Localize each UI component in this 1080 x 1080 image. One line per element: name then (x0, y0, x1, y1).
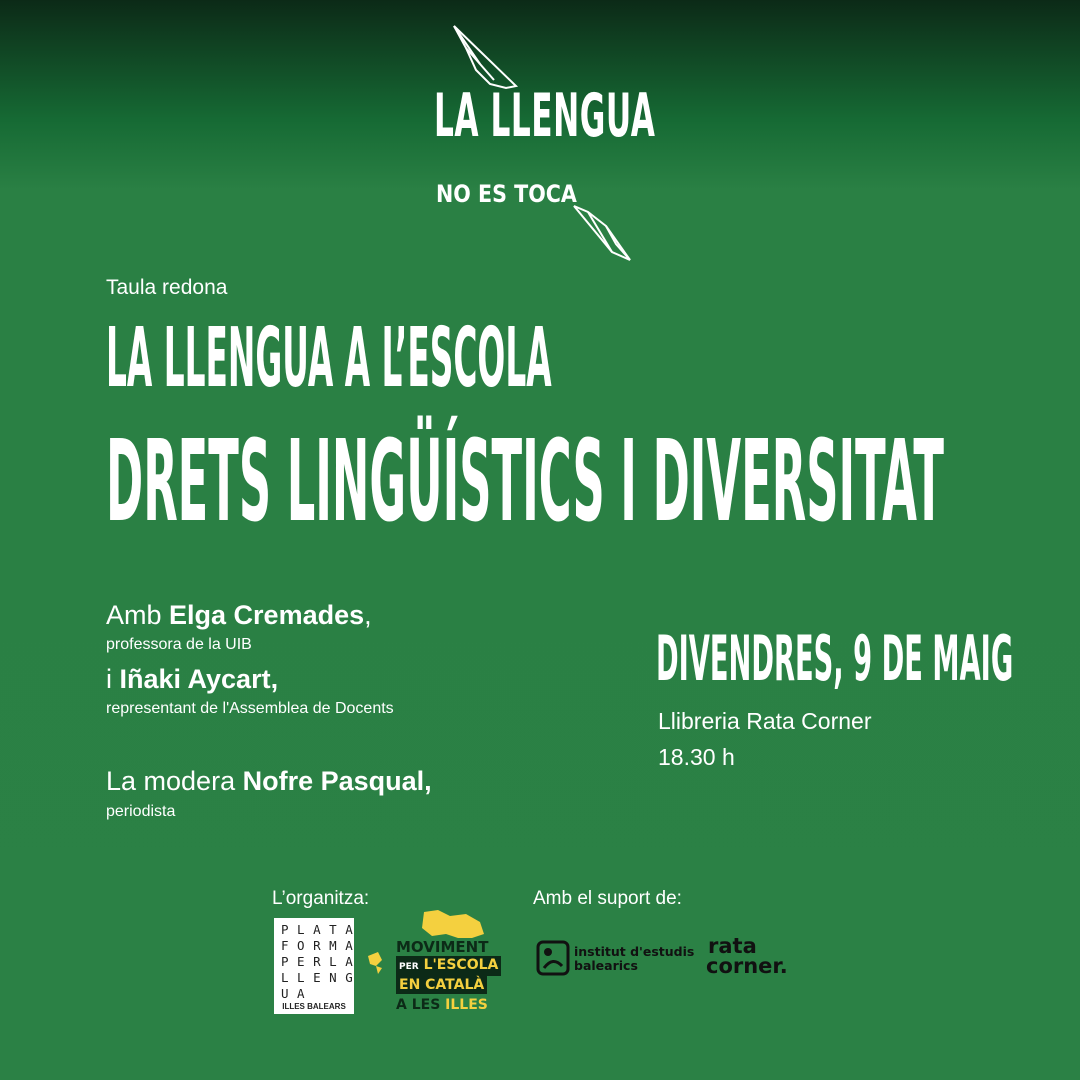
moviment-illes: ILLES (445, 997, 488, 1013)
organizer-label: L’organitza: (272, 888, 370, 909)
speaker-1 (106, 600, 372, 630)
rata-line-2: corner. (706, 954, 788, 978)
moderator-name: Nofre Pasqual, (242, 766, 432, 796)
speaker-2-prefix: i (106, 664, 120, 694)
moviment-line-3: EN CATALÀ (396, 976, 487, 994)
support-label: Amb el suport de: (533, 888, 682, 909)
event-venue: Llibreria Rata Corner (658, 708, 872, 734)
logo-title: LA LLENGUA (434, 81, 656, 151)
speaker-1-prefix: Amb (106, 600, 170, 630)
ieb-text (574, 945, 694, 973)
pl-line-1: P L A T A (281, 922, 354, 937)
moviment-line-2 (396, 956, 501, 976)
event-kicker: Taula redona (106, 276, 228, 299)
speaker-1-role: professora de la UIB (106, 636, 252, 653)
event-title-line2: DRETS LINGÜÍSTICS I DIVERSITAT (106, 417, 944, 547)
event-title-line1: LA LLENGUA A L’ESCOLA (106, 311, 552, 406)
moviment-escola: L'ESCOLA (423, 957, 499, 973)
rata-line-1: rata (708, 934, 757, 958)
moderator-role: periodista (106, 803, 176, 820)
event-time: 18.30 h (658, 744, 735, 770)
moviment-per: PER (399, 962, 419, 972)
moviment-line-4 (396, 996, 488, 1014)
plataforma-llengua-text (281, 922, 354, 1002)
logo-subtitle: NO ES TOCA (436, 180, 577, 208)
speaker-2-role: representant de l'Assemblea de Docents (106, 700, 394, 717)
moviment-ales: A LES (396, 997, 441, 1013)
pl-line-2: F O R M A (281, 938, 354, 953)
pl-region: ILLES BALEARS (277, 1001, 351, 1012)
plataforma-llengua-logo (274, 918, 354, 1014)
event-date: DIVENDRES, 9 DE MAIG (656, 622, 1014, 695)
ieb-line-2: balearics (574, 958, 638, 973)
pl-line-3: P E R L A (281, 954, 354, 969)
ieb-line-1: institut d'estudis (574, 944, 695, 959)
speaker-1-name: Elga Cremades (169, 600, 365, 630)
moviment-line-1: MOVIMENT (396, 938, 489, 956)
ieb-emblem-icon (536, 940, 570, 976)
pencil-bottom-icon (572, 204, 634, 262)
speaker-1-suffix: , (364, 600, 372, 630)
moderator (106, 766, 432, 796)
moviment-escola-logo (362, 908, 497, 1016)
rata-corner-logo (706, 936, 788, 976)
speaker-2 (106, 664, 278, 694)
pl-line-4: L L E N G U A (281, 970, 354, 1001)
speaker-2-name: Iñaki Aycart, (119, 664, 279, 694)
moderator-prefix: La modera (106, 766, 243, 796)
